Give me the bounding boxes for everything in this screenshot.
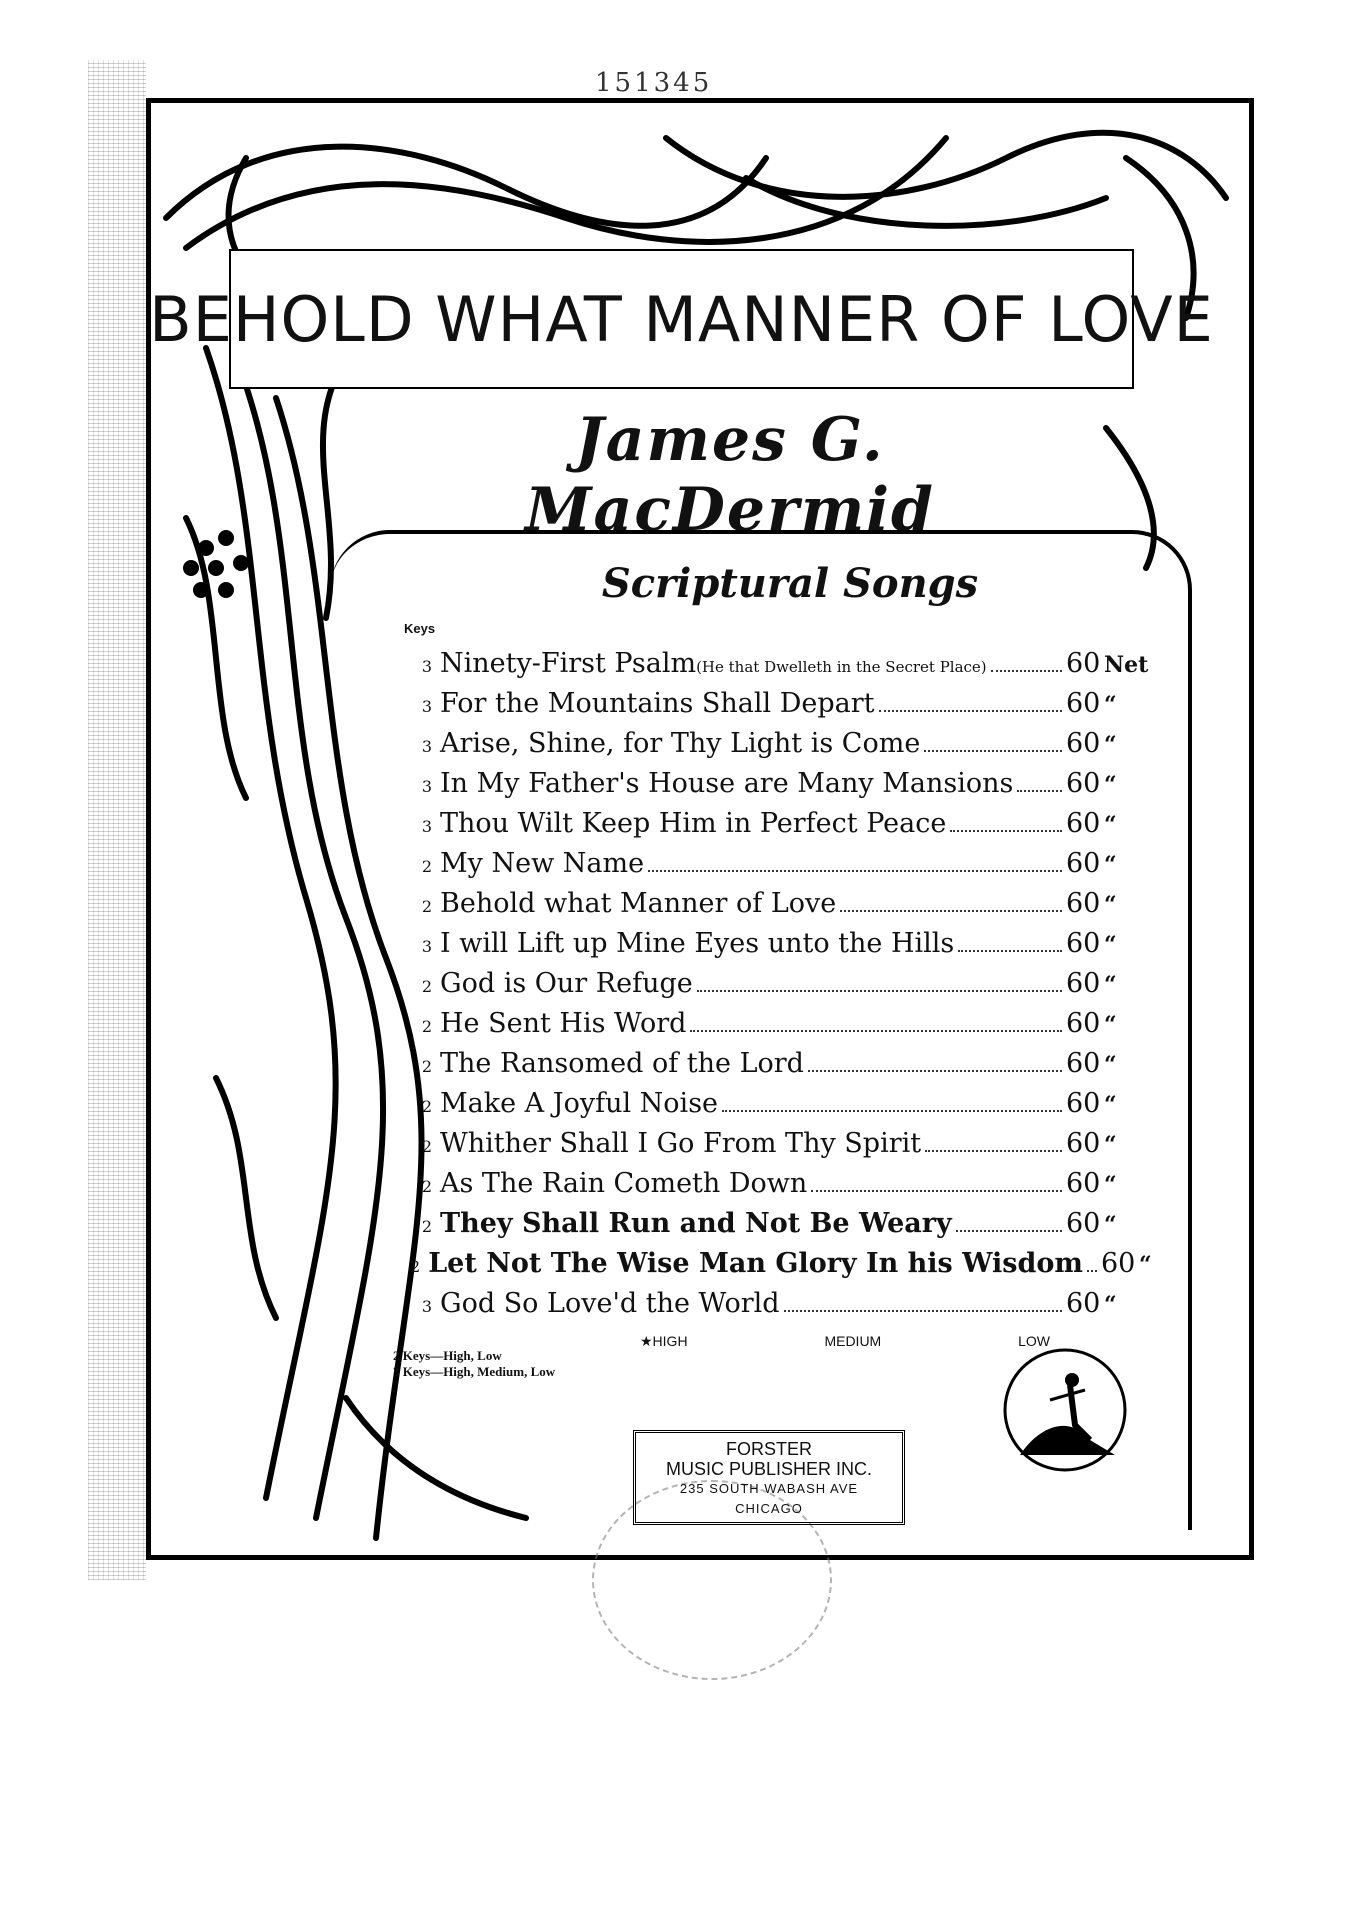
song-keys-count: 3: [421, 937, 432, 956]
song-keys-count: 3: [421, 1297, 432, 1316]
song-row: [410, 1248, 1150, 1288]
song-row: [410, 808, 1150, 848]
song-row-title: He Sent His Word: [440, 1008, 687, 1039]
voice-labels: [640, 1333, 1050, 1350]
song-row: [410, 728, 1150, 768]
song-keys-count: 2: [421, 1097, 432, 1116]
dot-leader: [648, 870, 1062, 872]
publisher-name: FORSTER: [725, 1439, 812, 1459]
song-price: 60: [1066, 888, 1101, 919]
dot-leader: [840, 910, 1062, 912]
song-row-title: I will Lift up Mine Eyes unto the Hills: [440, 928, 955, 959]
dot-leader: [950, 830, 1062, 832]
song-price-suffix: Net: [1104, 652, 1149, 678]
song-row: [410, 1088, 1150, 1128]
title-box: [149, 249, 1214, 389]
dot-leader: [879, 710, 1063, 712]
song-price: 60: [1100, 1248, 1136, 1279]
publisher-city: CHICAGO: [735, 1501, 803, 1516]
song-price: 60: [1066, 1088, 1101, 1119]
song-keys-count: 2: [421, 1137, 432, 1156]
section-title: Scriptural Songs: [601, 560, 979, 607]
song-keys-count: 2: [421, 1177, 432, 1196]
voice-low-label: LOW: [1018, 1333, 1050, 1349]
song-row: [410, 1208, 1150, 1248]
song-keys-count: 2: [421, 1057, 432, 1076]
song-price: 60: [1066, 1288, 1101, 1319]
song-price-suffix: “: [1104, 1012, 1117, 1038]
song-keys-count: 2: [421, 1217, 432, 1236]
voice-medium-label: MEDIUM: [824, 1333, 882, 1349]
song-row: [410, 1128, 1150, 1168]
keys-column-label: Keys: [404, 621, 436, 636]
dot-leader: [811, 1190, 1062, 1192]
song-row-title: They Shall Run and Not Be Weary: [440, 1208, 952, 1239]
song-row-title: As The Rain Cometh Down: [440, 1168, 808, 1199]
dot-leader: [784, 1310, 1062, 1312]
song-keys-count: 3: [421, 657, 432, 676]
song-price: 60: [1066, 1128, 1101, 1159]
publisher-imprint: [633, 1430, 905, 1525]
song-price-suffix: “: [1104, 1052, 1117, 1078]
song-row-title: God So Love'd the World: [440, 1288, 780, 1319]
song-row: [410, 928, 1150, 968]
song-title-heading: BEHOLD WHAT MANNER OF LOVE: [149, 282, 1214, 356]
song-price-suffix: “: [1104, 972, 1117, 998]
song-keys-count: 3: [421, 777, 432, 796]
song-price-suffix: “: [1104, 932, 1117, 958]
dot-leader: [690, 1030, 1062, 1032]
forster-edition-logo-icon: [1000, 1345, 1130, 1475]
song-row: [410, 1168, 1150, 1208]
keys-note: [393, 1348, 555, 1380]
song-row: [410, 768, 1150, 808]
song-keys-count: 2: [421, 977, 432, 996]
song-row-title: Ninety-First Psalm: [440, 648, 697, 679]
song-price: 60: [1066, 688, 1101, 719]
dot-leader: [924, 750, 1062, 752]
keys-note-two: 2 Keys—High, Low: [393, 1348, 502, 1363]
voice-high-label: ★HIGH: [640, 1333, 688, 1349]
scan-edge-noise: [88, 60, 146, 1580]
song-row: [410, 648, 1150, 688]
publisher-address: 235 SOUTH WABASH AVE: [679, 1481, 859, 1496]
catalog-number: 151345: [595, 68, 713, 98]
song-price-suffix: “: [1104, 1132, 1117, 1158]
song-price-suffix: “: [1104, 852, 1117, 878]
composer-name: James G. MacDermid: [525, 405, 935, 545]
song-row-title: Let Not The Wise Man Glory In his Wisdom: [428, 1248, 1083, 1279]
song-price: 60: [1066, 1008, 1101, 1039]
song-price-suffix: “: [1104, 892, 1117, 918]
dot-leader: [722, 1110, 1062, 1112]
dot-leader: [958, 950, 1062, 952]
song-row-title: In My Father's House are Many Mansions: [440, 768, 1014, 799]
song-price-suffix: “: [1138, 1252, 1152, 1278]
dot-leader: [925, 1150, 1062, 1152]
song-row-subtitle: (He that Dwelleth in the Secret Place): [696, 658, 987, 676]
song-keys-count: 3: [421, 817, 432, 836]
song-row: [410, 968, 1150, 1008]
song-price: 60: [1066, 728, 1101, 759]
song-keys-count: 3: [421, 737, 432, 756]
song-price-suffix: “: [1104, 732, 1117, 758]
dot-leader: [1017, 790, 1062, 792]
song-list: [410, 648, 1150, 1328]
song-row-title: Behold what Manner of Love: [440, 888, 837, 919]
song-row-title: Make A Joyful Noise: [440, 1088, 719, 1119]
song-price-suffix: “: [1104, 1212, 1117, 1238]
song-price: 60: [1066, 1048, 1101, 1079]
song-price: 60: [1066, 808, 1101, 839]
song-row: [410, 848, 1150, 888]
song-row-title: Arise, Shine, for Thy Light is Come: [440, 728, 921, 759]
song-row-title: Whither Shall I Go From Thy Spirit: [440, 1128, 922, 1159]
song-row-title: God is Our Refuge: [440, 968, 693, 999]
dot-leader: [956, 1230, 1062, 1232]
song-price: 60: [1066, 648, 1101, 679]
keys-note-three: 3 Keys—High, Medium, Low: [393, 1364, 556, 1379]
song-row-title: For the Mountains Shall Depart: [440, 688, 875, 719]
song-price: 60: [1066, 1208, 1101, 1239]
song-keys-count: 3: [421, 697, 432, 716]
song-row: [410, 1048, 1150, 1088]
dot-leader: [1087, 1270, 1097, 1272]
song-row-title: The Ransomed of the Lord: [440, 1048, 804, 1079]
song-price-suffix: “: [1104, 812, 1117, 838]
song-price-suffix: “: [1104, 1292, 1117, 1318]
song-keys-count: 2: [410, 1257, 421, 1276]
song-price: 60: [1066, 968, 1101, 999]
song-row-title: My New Name: [440, 848, 645, 879]
song-price-suffix: “: [1104, 692, 1117, 718]
song-row: [410, 1288, 1150, 1328]
song-keys-count: 2: [421, 857, 432, 876]
song-price: 60: [1066, 768, 1101, 799]
song-price-suffix: “: [1104, 1172, 1117, 1198]
song-price: 60: [1066, 928, 1101, 959]
song-keys-count: 2: [421, 897, 432, 916]
song-row: [410, 888, 1150, 928]
song-price-suffix: “: [1104, 1092, 1117, 1118]
song-price: 60: [1066, 1168, 1101, 1199]
song-row: [410, 688, 1150, 728]
publisher-type: MUSIC PUBLISHER INC.: [665, 1459, 873, 1479]
song-keys-count: 2: [421, 1017, 432, 1036]
song-row: [410, 1008, 1150, 1048]
dot-leader: [697, 990, 1062, 992]
song-price-suffix: “: [1104, 772, 1117, 798]
dot-leader: [991, 670, 1062, 672]
dot-leader: [808, 1070, 1062, 1072]
song-row-title: Thou Wilt Keep Him in Perfect Peace: [440, 808, 947, 839]
song-price: 60: [1066, 848, 1101, 879]
